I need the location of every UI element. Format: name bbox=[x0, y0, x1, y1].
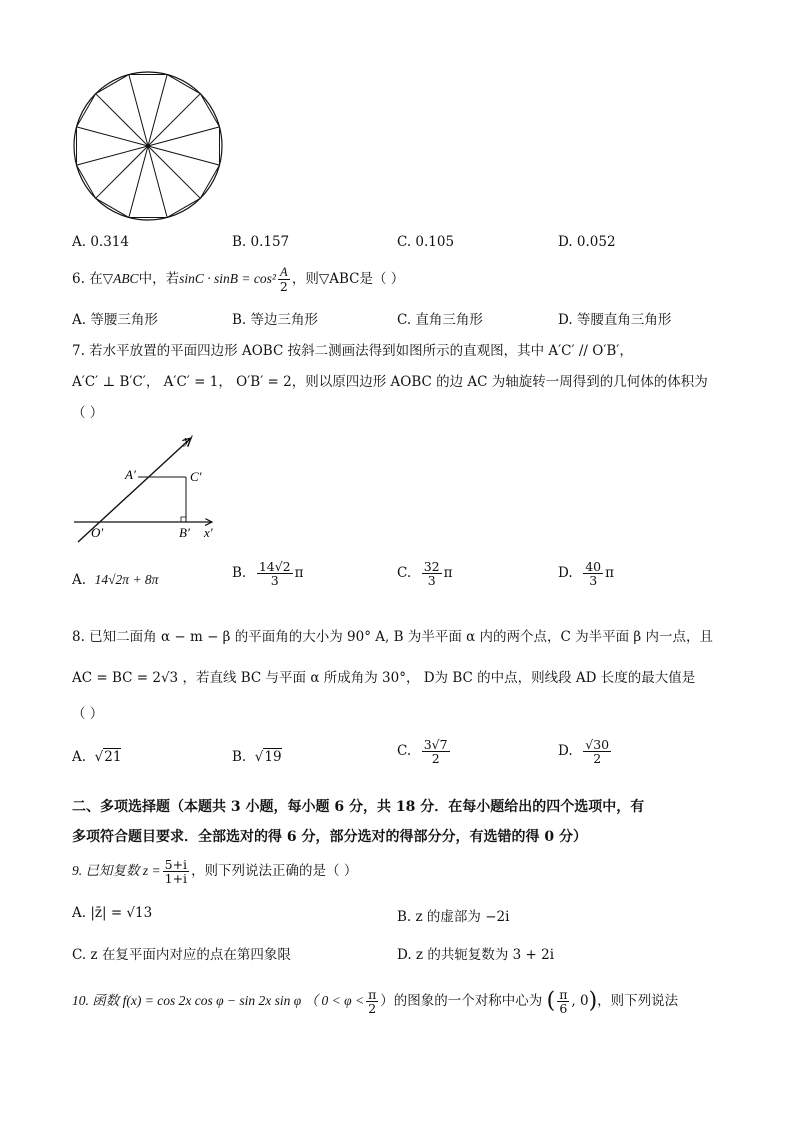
spoke-line bbox=[77, 127, 148, 146]
q10-stem-pre: 10. 函数 f(x) = cos 2x cos φ − sin 2x sin φ （ 0 < φ < bbox=[72, 993, 365, 1008]
q6-stem-mid: 中，若 bbox=[138, 271, 180, 287]
spoke-line bbox=[148, 146, 167, 217]
q8-option-c bbox=[397, 738, 452, 765]
q9-option-c: C. z 在复平面内对应的点在第四象限 bbox=[72, 947, 291, 963]
q8-option-d-num: √30 bbox=[585, 737, 610, 752]
q8-option-a-value: 21 bbox=[104, 749, 122, 765]
q9-stem-post: ，则下列说法正确的是（ ） bbox=[191, 863, 358, 879]
q9-stem-pre: 9. 已知复数 z = bbox=[72, 863, 161, 878]
q8-option-b: B. √19 bbox=[232, 749, 282, 765]
q5-option-c: C. 0.105 bbox=[397, 234, 455, 250]
q8-option-a: A. √21 bbox=[72, 749, 122, 765]
q7-line-3: （ ） bbox=[72, 405, 104, 421]
spoke-line bbox=[77, 146, 148, 165]
q5-option-d: D. 0.052 bbox=[558, 234, 616, 250]
q7-option-c bbox=[397, 560, 453, 587]
q8-option-a-label: A. bbox=[72, 749, 87, 765]
q9-frac-num: 5+i bbox=[164, 856, 188, 872]
q7-option-b-pi: π bbox=[294, 564, 304, 581]
q7-option-c-label: C. bbox=[397, 564, 412, 581]
q7-option-d bbox=[558, 560, 614, 587]
q8-option-b-value: 19 bbox=[264, 749, 282, 765]
q7-option-b bbox=[232, 560, 304, 587]
q10-stem: 10. 函数 f(x) = cos 2x cos φ − sin 2x sin φ （ 0 < φ < $\frac{\pi}{2}$ ）的图象的一个对称中心为 ( $\frac{\pi}{6}$ , 0)，则下列说法 bbox=[72, 986, 679, 1016]
q8-option-c-label: C. bbox=[397, 742, 412, 759]
q10-point-post: , 0 bbox=[571, 993, 589, 1009]
spoke-line bbox=[148, 146, 219, 165]
q6-formula: sinC · sinB = cos² bbox=[179, 271, 276, 286]
q7-option-b-label: B. bbox=[232, 564, 247, 581]
q7-option-d-label: D. bbox=[558, 564, 573, 581]
q7-oblique-figure bbox=[70, 428, 230, 546]
q9-option-a: A. |z̄| = √13 bbox=[72, 905, 153, 921]
spoke-line bbox=[96, 94, 148, 146]
spoke-line bbox=[129, 146, 148, 217]
q7-option-c-den: 3 bbox=[427, 573, 436, 589]
spoke-line bbox=[148, 127, 219, 146]
q8-line-2: AC = BC = 2√3 ，若直线 BC 与平面 α 所成角为 30°， D为 BC 的中点，则线段 AD 长度的最大值是 bbox=[72, 670, 696, 686]
q10-point-den: 6 bbox=[559, 1001, 568, 1016]
spoke-line bbox=[148, 75, 167, 146]
q9-option-b: B. z 的虚部为 −2i bbox=[397, 909, 510, 925]
q8-option-d-den: 2 bbox=[593, 751, 602, 767]
q8-option-d-label: D. bbox=[558, 742, 573, 759]
q8-line-1: 8. 已知二面角 α − m − β 的平面角的大小为 90° A, B 为半平面 α 内的两个点，C 为半平面 β 内一点，且 bbox=[72, 629, 714, 645]
q9-frac-den: 1+i bbox=[164, 871, 188, 886]
q6-fraction bbox=[278, 266, 290, 293]
q10-frac-num: π bbox=[368, 986, 377, 1002]
q6-option-a: A. 等腰三角形 bbox=[72, 312, 158, 328]
q7-option-b-den: 3 bbox=[270, 573, 279, 589]
q10-stem-mid: ）的图象的一个对称中心为 bbox=[380, 993, 543, 1009]
q7-option-c-pi: π bbox=[443, 564, 453, 581]
q8-option-b-label: B. bbox=[232, 749, 247, 765]
q8-option-d bbox=[558, 738, 613, 765]
q8-option-c-den: 2 bbox=[431, 751, 440, 767]
q8-line-3: （ ） bbox=[72, 706, 104, 722]
q6-stem-pre: 在 bbox=[89, 271, 103, 287]
q6-option-c: C. 直角三角形 bbox=[397, 312, 483, 328]
x-label: x′ bbox=[204, 525, 213, 540]
y-label: y′ bbox=[184, 432, 193, 447]
q7-option-b-num: 14√2 bbox=[258, 559, 291, 574]
q6-frac-den: 2 bbox=[279, 279, 288, 294]
q5-option-b: B. 0.157 bbox=[232, 234, 290, 250]
q6-option-b: B. 等边三角形 bbox=[232, 312, 319, 328]
c-label: C′ bbox=[190, 469, 202, 484]
q10-point-num: π bbox=[559, 986, 568, 1002]
q6-triangle: ▽ABC bbox=[102, 271, 139, 286]
q7-line-2: A′C′ ⊥ B′C′， A′C′ = 1， O′B′ = 2，则以原四边形 AOBC 的边 AC 为轴旋转一周得到的几何体的体积为 bbox=[72, 374, 708, 390]
q6-stem-post: ，则▽ABC是（ ） bbox=[291, 271, 405, 287]
section-2-heading-line-1: 二、多项选择题（本题共 3 小题，每小题 6 分，共 18 分．在每小题给出的四个选项中，有 bbox=[72, 799, 645, 815]
spoke-line bbox=[148, 146, 200, 198]
q5-circle-figure bbox=[70, 68, 226, 224]
q6-number: 6. bbox=[72, 271, 85, 287]
spoke-line bbox=[148, 94, 200, 146]
q5-option-a: A. 0.314 bbox=[72, 234, 129, 250]
q9-stem bbox=[72, 854, 357, 888]
q6-stem bbox=[72, 264, 404, 294]
q7-option-d-num: 40 bbox=[585, 559, 602, 574]
o-label: O′ bbox=[91, 525, 104, 540]
q7-option-a-value: 14√2π + 8π bbox=[94, 572, 159, 587]
q9-option-d: D. z 的共轭复数为 3 + 2i bbox=[397, 947, 555, 963]
b-label: B′ bbox=[179, 525, 190, 540]
q7-option-a-label: A. bbox=[72, 572, 87, 588]
spoke-line bbox=[129, 75, 148, 146]
a-label: A′ bbox=[125, 467, 136, 482]
q6-option-d: D. 等腰直角三角形 bbox=[558, 312, 672, 328]
q7-line-1: 7. 若水平放置的平面四边形 AOBC 按斜二测画法得到如图所示的直观图，其中 A′C′ // O′B′， bbox=[72, 343, 633, 359]
q7-option-d-den: 3 bbox=[589, 573, 598, 589]
q10-frac-den: 2 bbox=[368, 1001, 377, 1016]
q8-option-c-num: 3√7 bbox=[423, 737, 448, 752]
section-2-heading-line-2: 多项符合题目要求．全部选对的得 6 分，部分选对的得部分分，有选错的得 0 分） bbox=[72, 829, 587, 845]
q7-option-a bbox=[72, 572, 158, 588]
q10-stem-post: ，则下列说法 bbox=[597, 993, 679, 1009]
spoke-line bbox=[96, 146, 148, 198]
q7-option-d-pi: π bbox=[605, 564, 615, 581]
q7-option-c-num: 32 bbox=[423, 559, 440, 574]
q6-frac-num: A bbox=[280, 264, 288, 279]
right-angle-mark bbox=[181, 517, 186, 522]
